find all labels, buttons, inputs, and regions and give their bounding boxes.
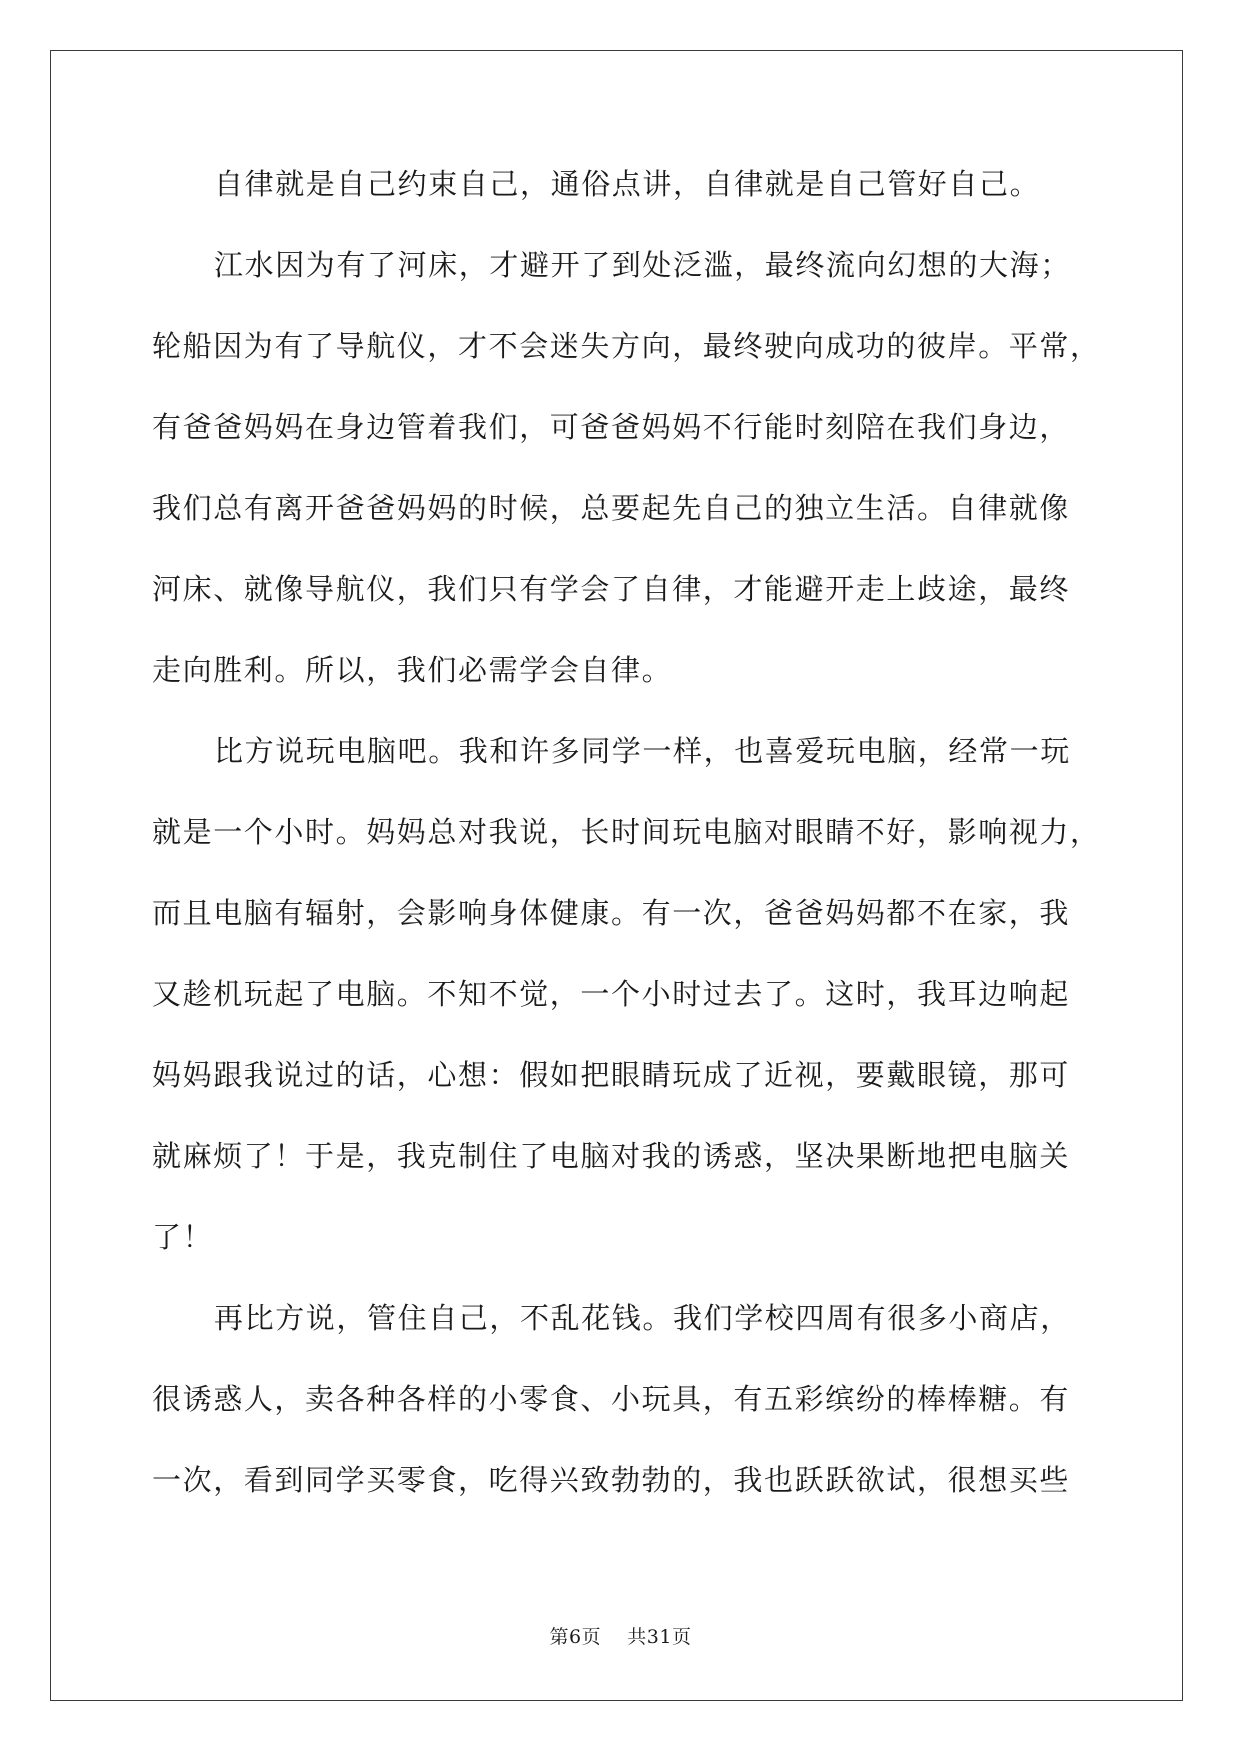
text-line: 又趁机玩起了电脑。不知不觉，一个小时过去了。这时，我耳边响起 [152, 977, 1071, 1011]
text-line: 很诱惑人，卖各种各样的小零食、小玩具，有五彩缤纷的棒棒糖。有 [152, 1382, 1071, 1416]
paragraph-1 [152, 165, 1092, 246]
page-total: 共31页 [627, 1626, 692, 1648]
document-body [152, 165, 1101, 1542]
text-line: 一次，看到同学买零食，吃得兴致勃勃的，我也跃跃欲试，很想买些 [152, 1463, 1071, 1497]
text-line: 轮船因为有了导航仪，才不会迷失方向，最终驶向成功的彼岸。平常， [152, 329, 1101, 363]
paragraph-4 [152, 1299, 1092, 1542]
text-line: 河床、就像导航仪，我们只有学会了自律，才能避开走上歧途，最终 [152, 572, 1071, 606]
text-line: 而且电脑有辐射，会影响身体健康。有一次，爸爸妈妈都不在家，我 [152, 896, 1071, 930]
text-line: 有爸爸妈妈在身边管着我们，可爸爸妈妈不行能时刻陪在我们身边， [152, 410, 1071, 444]
page-footer [0, 1622, 1241, 1649]
text-line: 再比方说，管住自己，不乱花钱。我们学校四周有很多小商店， [214, 1301, 1071, 1335]
text-line: 我们总有离开爸爸妈妈的时候，总要起先自己的独立生活。自律就像 [152, 491, 1071, 525]
text-line: 比方说玩电脑吧。我和许多同学一样，也喜爱玩电脑，经常一玩 [214, 734, 1071, 768]
text-line: 就是一个小时。妈妈总对我说，长时间玩电脑对眼睛不好，影响视力， [152, 815, 1101, 849]
text-line: 自律就是自己约束自己，通俗点讲，自律就是自己管好自己。 [214, 167, 1041, 201]
paragraph-3 [152, 732, 1101, 1299]
page-number: 第6页 [549, 1626, 602, 1648]
text-line: 就麻烦了！于是，我克制住了电脑对我的诱惑，坚决果断地把电脑关 [152, 1139, 1071, 1173]
text-line: 江水因为有了河床，才避开了到处泛滥，最终流向幻想的大海； [214, 248, 1071, 282]
paragraph-2 [152, 246, 1101, 732]
text-line: 走向胜利。所以，我们必需学会自律。 [152, 653, 673, 687]
text-line: 妈妈跟我说过的话，心想：假如把眼睛玩成了近视，要戴眼镜，那可 [152, 1058, 1071, 1092]
text-line: 了！ [152, 1220, 214, 1254]
